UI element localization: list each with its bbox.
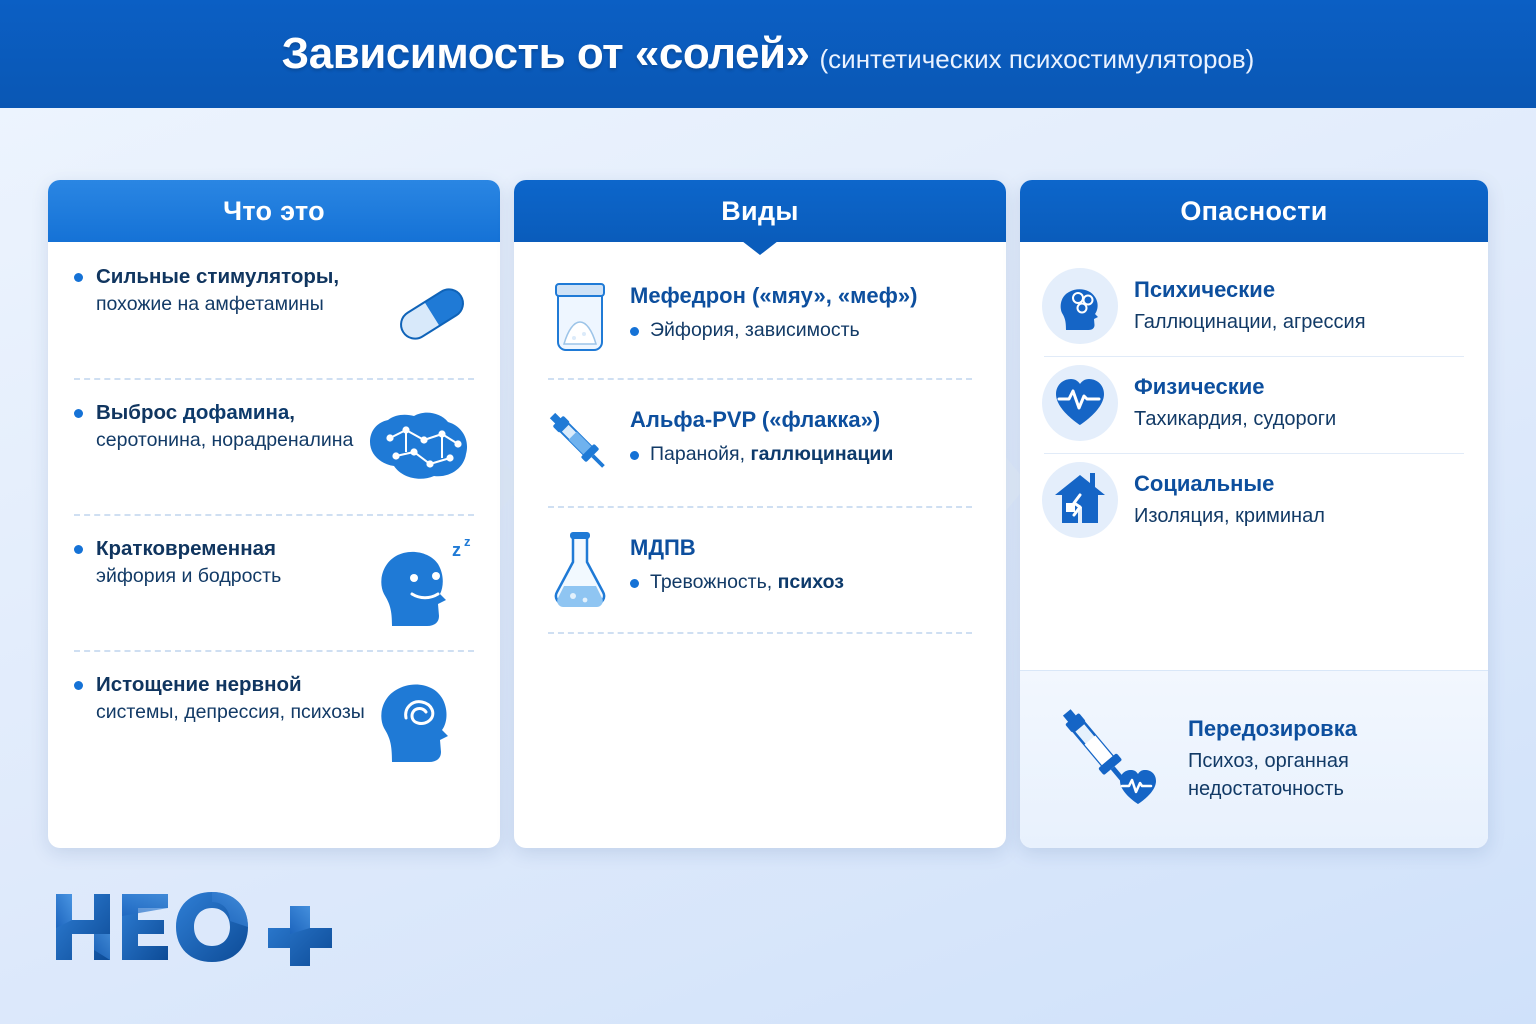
panel-types-body	[514, 242, 1006, 848]
list-item	[1038, 454, 1470, 550]
danger-1-title: Психические	[1134, 277, 1276, 302]
danger-3-desc: Изоляция, криминал	[1134, 505, 1325, 527]
danger-2-title: Физические	[1134, 374, 1265, 399]
divider	[548, 632, 972, 634]
list-item	[1038, 357, 1470, 453]
svg-text:z: z	[464, 534, 471, 549]
type-2-title: Альфа-PVP («флакка»)	[630, 407, 881, 432]
list-item	[74, 264, 474, 356]
overdose-desc-line2: недостаточность	[1188, 777, 1344, 800]
bullet-dot-icon	[74, 681, 83, 690]
divider	[74, 514, 474, 516]
brain-network-icon	[360, 400, 490, 490]
danger-2-desc: Тахикардия, судороги	[1134, 408, 1337, 430]
type-3-bullet-label: Тревожность, психоз	[650, 570, 844, 593]
what-item-4-line1: Истощение нервной	[96, 673, 302, 696]
what-item-4-line2: системы, депрессия, психозы	[96, 700, 365, 723]
list-item	[1038, 260, 1470, 356]
bullet-dot-icon	[74, 409, 83, 418]
brand-logo[interactable]	[52, 888, 352, 966]
what-item-3-line2: эйфория и бодрость	[96, 564, 282, 587]
bullet-dot-icon	[630, 451, 639, 460]
list-item	[540, 278, 980, 356]
head-psyche-icon	[1042, 268, 1118, 344]
what-item-2-line2: серотонина, норадреналина	[96, 428, 354, 451]
bullet-dot-icon	[74, 545, 83, 554]
bullet-dot-icon	[630, 579, 639, 588]
divider	[74, 650, 474, 652]
divider	[548, 506, 972, 508]
flask-icon	[544, 530, 616, 610]
broken-house-icon	[1042, 462, 1118, 538]
header-banner	[0, 0, 1536, 108]
list-item	[540, 530, 980, 610]
head-sleep-icon	[358, 530, 488, 630]
heart-pulse-icon	[1042, 365, 1118, 441]
divider	[548, 378, 972, 380]
overdose-block	[1020, 670, 1488, 848]
type-3-bullet	[630, 571, 844, 594]
powder-bag-icon	[544, 278, 616, 356]
neo-plus-logo-icon	[52, 888, 352, 966]
what-item-3-line1: Кратковременная	[96, 537, 276, 560]
danger-3-title: Социальные	[1134, 471, 1275, 496]
overdose-desc-line1: Психоз, органная	[1188, 749, 1349, 772]
page-title: Зависимость от «солей»	[281, 29, 810, 78]
panel-what-heading: Что это	[48, 180, 500, 242]
panel-types-heading-label: Виды	[721, 195, 799, 226]
pill-icon	[384, 284, 480, 344]
type-3-title: МДПВ	[630, 535, 696, 560]
panel-dangers-heading: Опасности	[1020, 180, 1488, 242]
type-1-bullet-label: Эйфория, зависимость	[650, 318, 860, 341]
danger-1-desc: Галлюцинации, агрессия	[1134, 311, 1366, 333]
panel-dangers	[1020, 180, 1488, 848]
what-item-2-line1: Выброс дофамина,	[96, 401, 295, 424]
syringe-heart-icon	[1042, 704, 1172, 814]
type-2-bullet	[630, 443, 893, 466]
type-2-bullet-label: Паранойя, галлюцинации	[650, 442, 894, 465]
type-1-title: Мефедрон («мяу», «меф»)	[630, 283, 918, 308]
panel-what-body	[48, 242, 500, 848]
panel-types-heading	[514, 180, 1006, 242]
list-item	[74, 672, 474, 764]
list-item	[540, 402, 980, 484]
panel-types	[514, 180, 1006, 848]
head-brain-icon	[362, 664, 482, 764]
what-item-1-line1: Сильные стимуляторы,	[96, 265, 340, 288]
page-subtitle: (синтетических психостимуляторов)	[819, 44, 1255, 74]
svg-text:z: z	[452, 540, 461, 560]
list-item	[74, 400, 474, 492]
list-item	[74, 536, 474, 628]
panel-what-is-it	[48, 180, 500, 848]
syringe-icon	[544, 402, 616, 484]
type-1-bullet	[630, 319, 917, 342]
bullet-dot-icon	[630, 327, 639, 336]
what-item-1-line2: похожие на амфетамины	[96, 292, 324, 315]
bullet-dot-icon	[74, 273, 83, 282]
overdose-title: Передозировка	[1188, 715, 1357, 741]
divider	[74, 378, 474, 380]
panel-dangers-body	[1020, 242, 1488, 848]
